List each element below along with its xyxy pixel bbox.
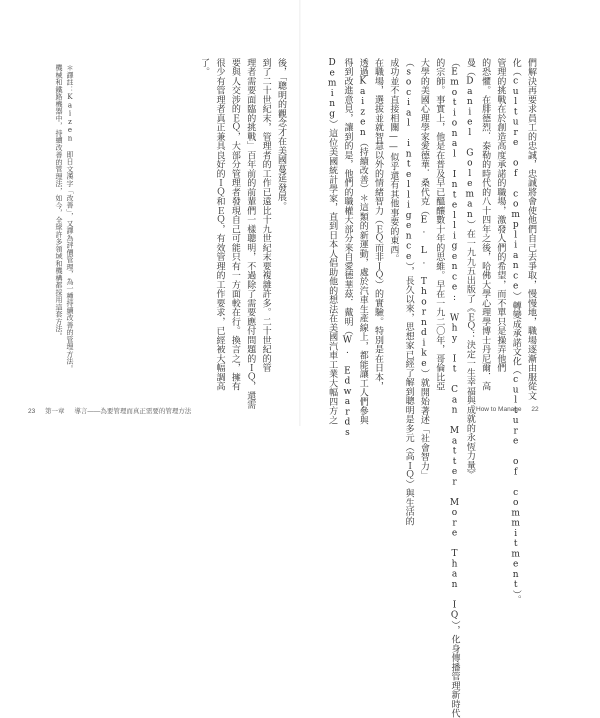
text-line: 得到改進意見，讓到的是，他們的職權大部分來自愛德華茲．戴明（W. Edwards bbox=[342, 58, 353, 438]
text-line: 化（culture of compliance）轉變成承諾文化（culture of commitment）。 bbox=[510, 58, 521, 605]
text-line: 理者需要面臨的挑戰」百年前的前輩們一樣聰明，不過除了需要應付問題的ＩＱ，還需 bbox=[245, 58, 256, 410]
text-line: 成功並不直接相關——似乎還有其他事要的東西。 bbox=[388, 58, 399, 264]
page-gutter bbox=[299, 0, 301, 426]
right-page-footer bbox=[476, 406, 547, 413]
running-head: How to Manage bbox=[476, 406, 522, 413]
text-line: （Emotional Intelligence: Why It Can Matter More Than IQ），化身傳播管理新時代 bbox=[449, 58, 460, 718]
page-number: 23 bbox=[28, 408, 36, 415]
text-line: 後，「聰明的觀念才在美國蔓延發展。 bbox=[276, 58, 286, 211]
running-head: 導言——為要管理而真正需要的管理方法 bbox=[74, 408, 192, 415]
text-line: 很少有管理者真正兼具良好的ＩＱ和ＥＱ，有效管理的工作要求，已經被大幅調高 bbox=[214, 58, 225, 391]
footnote bbox=[53, 64, 75, 372]
footnote-line: 機械和鐵路機器中，持續改善的管理法，如今，全球許多領域和機構都採用這套方法。 bbox=[55, 64, 63, 340]
text-line: 透過Kaizen（持續改善）＊這類的新運動，處於汽車生產線上，都能讓工人們參與 bbox=[357, 58, 368, 425]
left-page-text bbox=[118, 58, 288, 410]
text-line: 在職場，選拔並就智慧以外的情緒智力（ＥＱ而非ＩＱ）的實驗。特別是在日本， bbox=[373, 58, 384, 391]
text-line: 到了二十世紀末，管理者的工作已遠比十九世紀末要複雜許多。二十世紀的管 bbox=[260, 58, 271, 373]
text-line: 要與人交涉的ＥＱ，大部分管理者發現自己可能只有一方面較在行。換言之，擁有 bbox=[229, 58, 240, 391]
text-line: 們解決再要求員工的忠誠，忠誠將會使他們自己去爭取，慢慢地，職場逐漸由服從文 bbox=[526, 58, 536, 401]
left-page bbox=[118, 58, 288, 410]
page-number: 22 bbox=[531, 406, 539, 413]
footnote-line: ＊譯註：Kaizen 即日文漢字「改善」，又譯為評價管理，為一種持續改善的管理方法。 bbox=[66, 64, 74, 372]
chapter-label: 第一章 bbox=[45, 408, 65, 415]
text-line: 的宗師。事實上，他是在普及早已醞釀數十年的思維。早在一九二〇年，哥倫比亞 bbox=[434, 58, 445, 391]
left-page-footer bbox=[28, 406, 199, 415]
text-line: 了。 bbox=[199, 58, 210, 77]
text-line: （social intelligence），長久以來，思想家已經了解到聰明是多元（高ＩＱ）與生活的 bbox=[403, 58, 414, 526]
text-line: 的恐懼。在腓德烈．泰勒的時代的八十四年之後，哈佛大學心理學博士丹尼爾．高 bbox=[480, 58, 491, 391]
text-line: 管理的挑戰在於創造高度承諾的職場，激發人們的希望，而不單只是操弄他們 bbox=[495, 58, 506, 373]
text-line: 曼（Daniel Goleman）在一九九五出版了《ＥＱ：決定一生幸福與成就的永恆力量》 bbox=[464, 58, 475, 479]
text-line: Deming）這位美國統計學家，直到日本人倡助他的想法在美國汽車工業大幅四方之 bbox=[327, 58, 338, 425]
text-line: 大學的美國心理學家愛德華．桑代克（E. L. Thorndike）就開始著述「社會智力」 bbox=[418, 58, 429, 480]
